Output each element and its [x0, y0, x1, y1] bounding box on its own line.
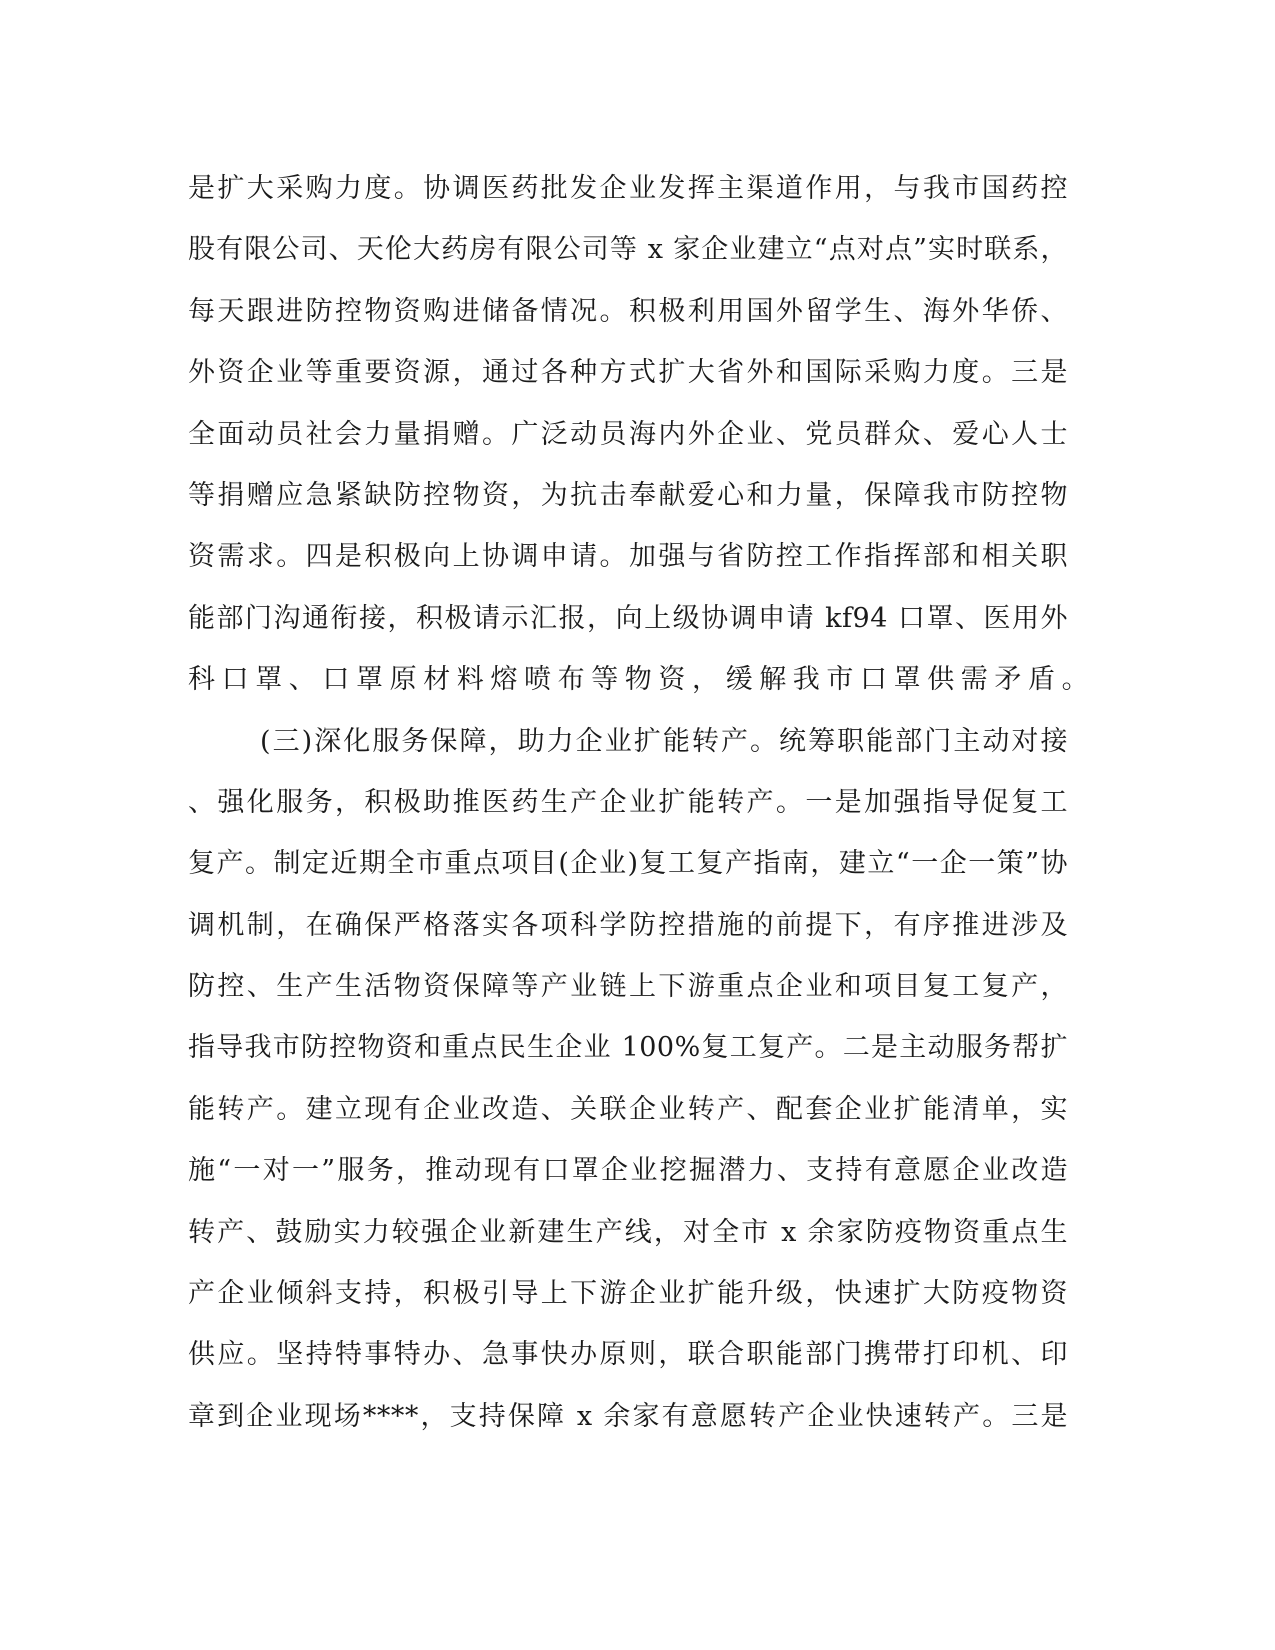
text-line: 能部门沟通衔接，积极请示汇报，向上级协调申请 kf94 口罩、医用外	[188, 602, 1068, 634]
text-line: 全面动员社会力量捐赠。广泛动员海内外企业、党员群众、爱心人士	[188, 418, 1068, 450]
body-text	[188, 158, 1096, 1447]
text-line: 股有限公司、天伦大药房有限公司等 x 家企业建立“点对点”实时联系，	[188, 234, 1068, 266]
text-line: 指导我市防控物资和重点民生企业 100%复工复产。二是主动服务帮扩	[188, 1032, 1068, 1064]
text-line: 是扩大采购力度。协调医药批发企业发挥主渠道作用，与我市国药控	[188, 173, 1068, 204]
text-line: 等捐赠应急紧缺防控物资，为抗击奉献爱心和力量，保障我市防控物	[188, 479, 1068, 511]
text-line: 供应。坚持特事特办、急事快办原则，联合职能部门携带打印机、印	[188, 1339, 1068, 1371]
text-line: 施“一对一”服务，推动现有口罩企业挖掘潜力、支持有意愿企业改造	[188, 1155, 1068, 1187]
text-line: 资需求。四是积极向上协调申请。加强与省防控工作指挥部和相关职	[188, 541, 1068, 573]
text-line: 调机制，在确保严格落实各项科学防控措施的前提下，有序推进涉及	[188, 909, 1068, 941]
text-line: 防控、生产生活物资保障等产业链上下游重点企业和项目复工复产，	[188, 971, 1068, 1003]
section-heading-line: (三)深化服务保障，助力企业扩能转产。统筹职能部门主动对接	[260, 725, 1068, 757]
paragraph-end-line: 科口罩、口罩原材料熔喷布等物资，缓解我市口罩供需矛盾。	[188, 664, 1096, 696]
text-line: 能转产。建立现有企业改造、关联企业转产、配套企业扩能清单，实	[188, 1093, 1068, 1125]
text-line: 每天跟进防控物资购进储备情况。积极利用国外留学生、海外华侨、	[188, 295, 1068, 327]
text-line: 外资企业等重要资源，通过各种方式扩大省外和国际采购力度。三是	[188, 357, 1068, 389]
text-line: 、强化服务，积极助推医药生产企业扩能转产。一是加强指导促复工	[188, 786, 1068, 818]
text-line: 章到企业现场****，支持保障 x 余家有意愿转产企业快速转产。三是	[188, 1400, 1068, 1432]
text-line: 产企业倾斜支持，积极引导上下游企业扩能升级，快速扩大防疫物资	[188, 1278, 1068, 1310]
text-line: 转产、鼓励实力较强企业新建生产线，对全市 x 余家防疫物资重点生	[188, 1216, 1068, 1248]
text-line: 复产。制定近期全市重点项目(企业)复工复产指南，建立“一企一策”协	[188, 848, 1068, 880]
